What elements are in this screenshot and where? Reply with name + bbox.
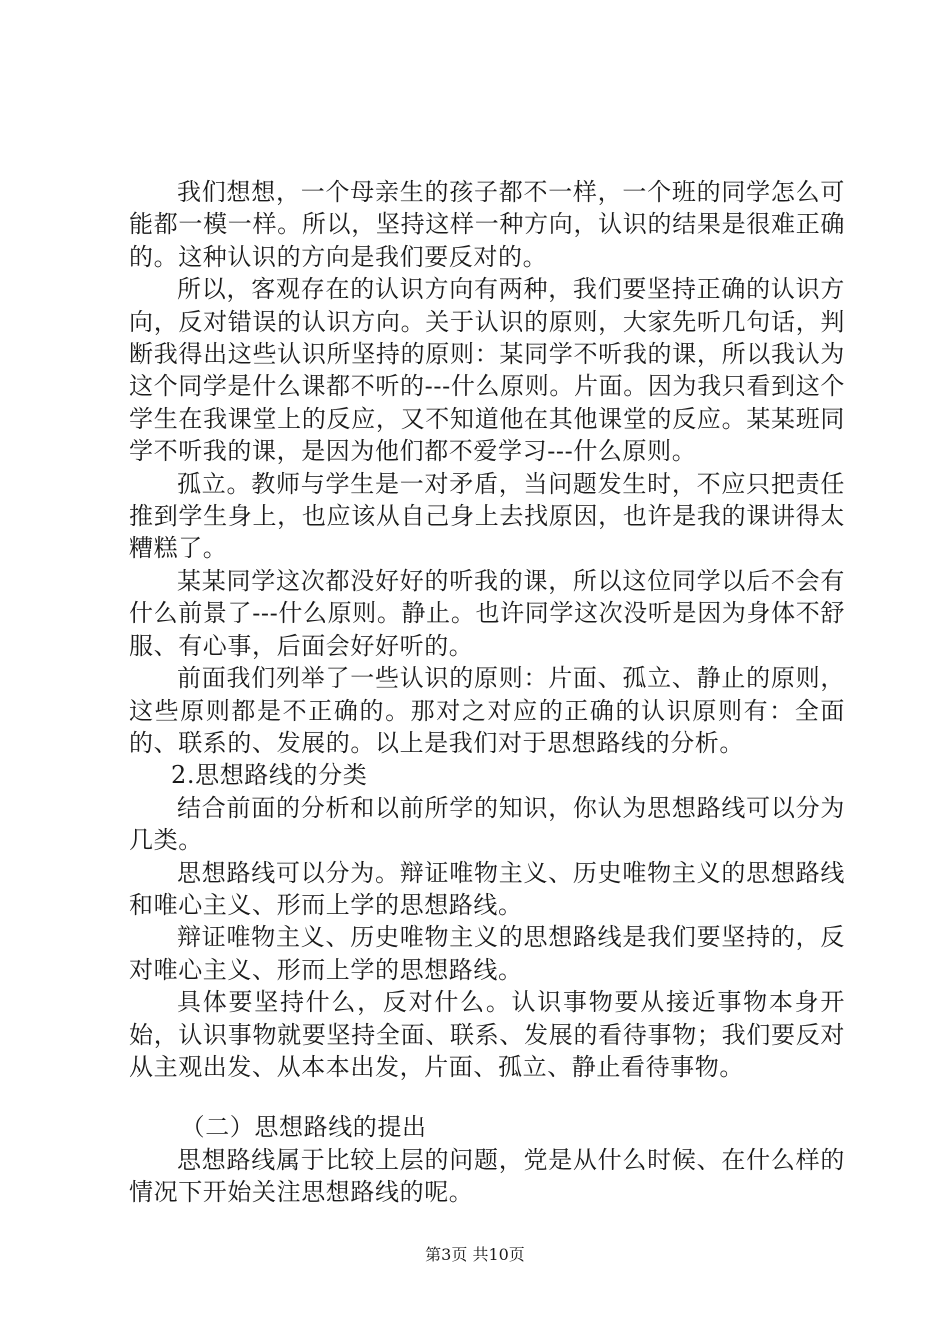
page-number-footer: 第3页 共10页: [425, 1245, 525, 1264]
paragraph-proposal-question: 思想路线属于比较上层的问题，党是从什么时候、在什么样的情况下开始关注思想路线的呢。: [129, 1145, 845, 1207]
paragraph-adhere-oppose: 辩证唯物主义、历史唯物主义的思想路线是我们要坚持的，反对唯心主义、形而上学的思想路线。: [129, 923, 845, 984]
paragraph-principles-summary: 前面我们列举了一些认识的原则：片面、孤立、静止的原则，这些原则都是不正确的。那对之对应的正确的认识原则有：全面的、联系的、发展的。以上是我们对于思想路线的分析。: [129, 664, 845, 757]
paragraph-isolation: 孤立。教师与学生是一对矛盾，当问题发生时，不应只把责任推到学生身上，也应该从自己身上去找原因，也许是我的课讲得太糟糕了。: [129, 469, 845, 563]
paragraph-classification-question: 结合前面的分析和以前所学的知识，你认为思想路线可以分为几类。: [129, 793, 845, 855]
paragraph-classification-answer: 思想路线可以分为。辩证唯物主义、历史唯物主义的思想路线和唯心主义、形而上学的思想路线。: [129, 858, 845, 919]
section-heading-proposal: （二）思想路线的提出: [180, 1113, 427, 1142]
paragraph-cognition-direction: 所以，客观存在的认识方向有两种，我们要坚持正确的认识方向，反对错误的认识方向。关于认识的原则，大家先听几句话，判断我得出这些认识所坚持的原则：某同学不听我的课，所以我认为这个同学是什么课都不听的---什么原则。片面。因为我只看到这个学生在我课堂上的反应，又不知道他在其他课堂的反应。某某班同学不听我的课，是因为他们都不爱学习---什么原则。: [129, 275, 845, 466]
paragraph-static: 某某同学这次都没好好的听我的课，所以这位同学以后不会有什么前景了---什么原则。静止。也许同学这次没听是因为身体不舒服、有心事，后面会好好听的。: [129, 566, 845, 660]
paragraph-mother-children: 我们想想，一个母亲生的孩子都不一样，一个班的同学怎么可能都一模一样。所以，坚持这样一种方向，认识的结果是很难正确的。这种认识的方向是我们要反对的。: [129, 178, 845, 271]
section-heading-classification: 2.思想路线的分类: [171, 761, 368, 790]
document-body: [129, 176, 845, 1209]
paragraph-specifics: 具体要坚持什么，反对什么。认识事物要从接近事物本身开始，认识事物就要坚持全面、联系、发展的看待事物；我们要反对从主观出发、从本本出发，片面、孤立、静止看待事物。: [129, 988, 845, 1081]
